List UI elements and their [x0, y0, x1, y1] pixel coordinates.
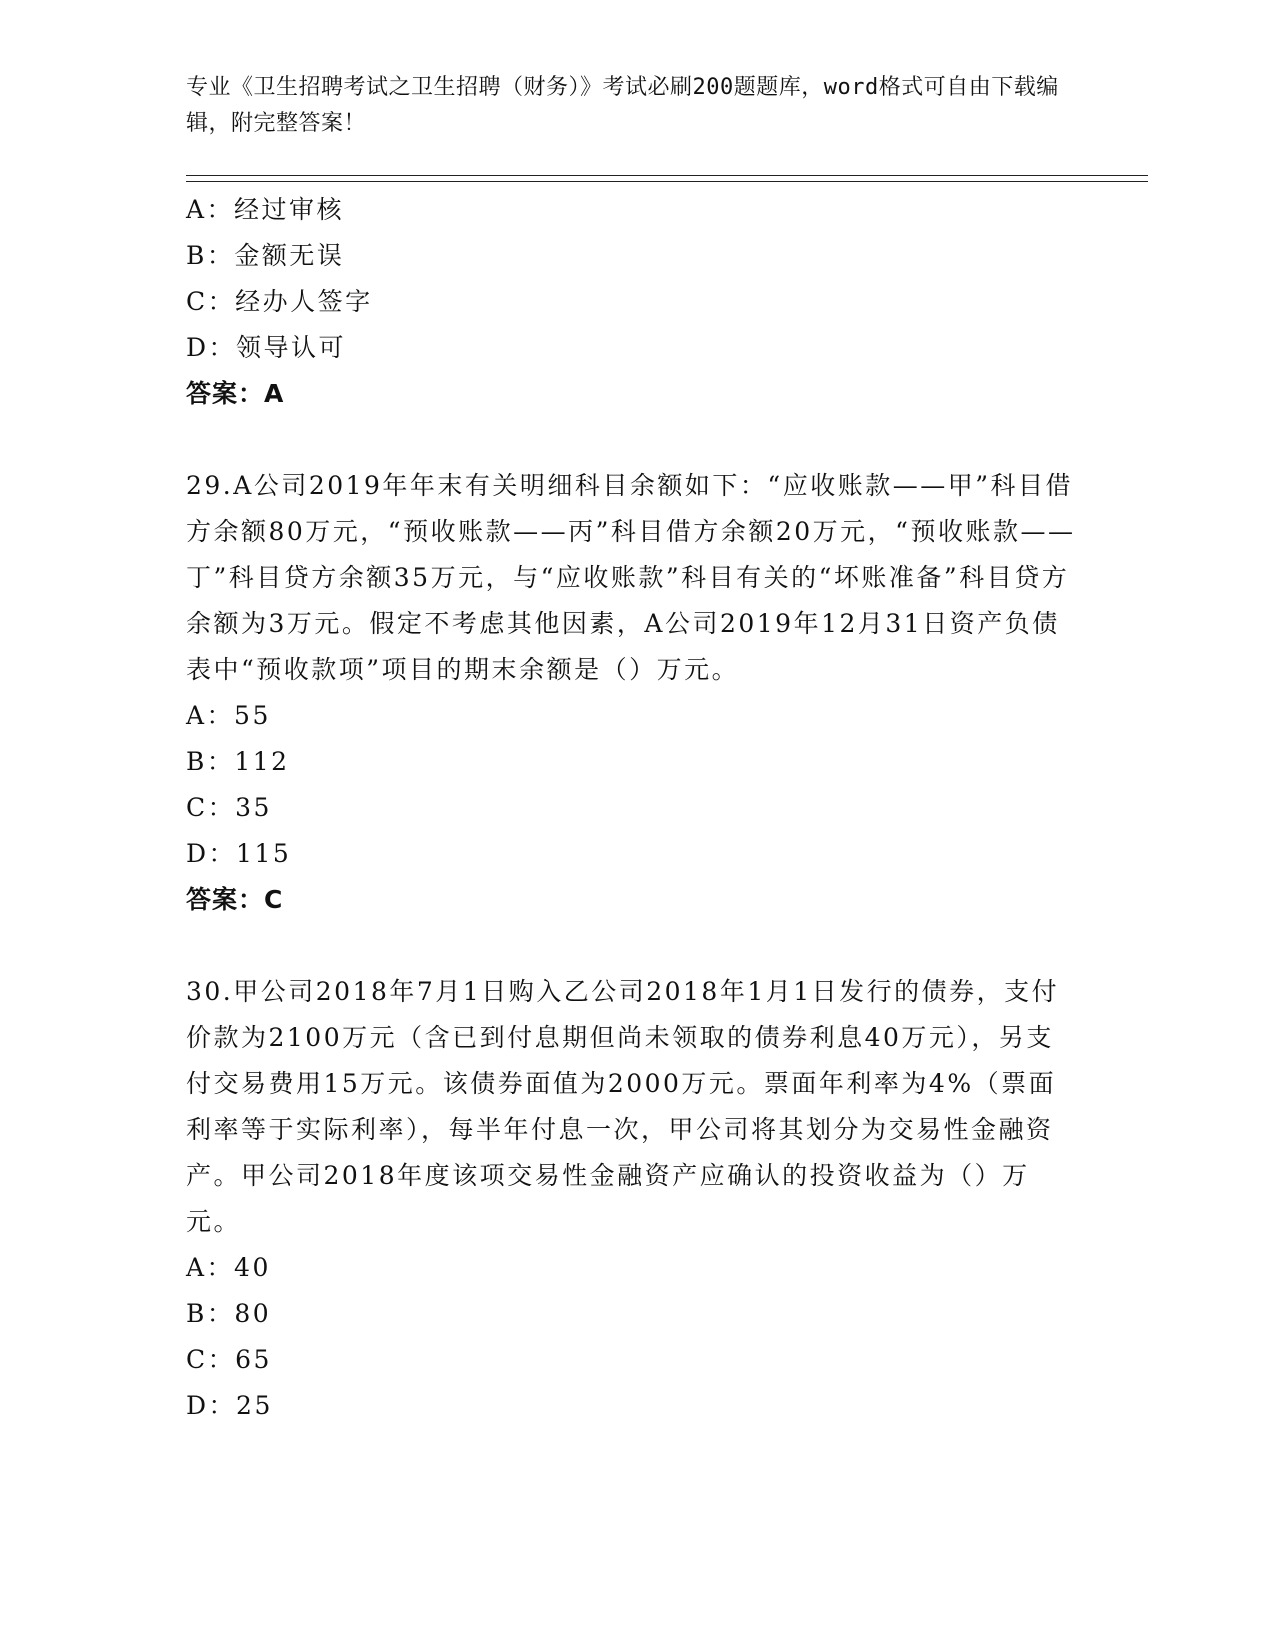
- option-a: A：经过审核: [186, 195, 345, 224]
- question-29-answer: 答案：C: [186, 885, 284, 914]
- document-body: [186, 187, 1086, 1429]
- option-b: B：金额无误: [186, 241, 345, 270]
- question-28-options: [186, 187, 1086, 371]
- option-c: C：经办人签字: [186, 287, 373, 316]
- section-gap: [186, 923, 1086, 969]
- option-c: C：35: [186, 793, 272, 822]
- document-header: 专业《卫生招聘考试之卫生招聘（财务）》考试必刷200题题库，word格式可自由下载编辑，附完整答案！: [186, 75, 1059, 136]
- option-c: C：65: [186, 1345, 272, 1374]
- option-a: A：40: [186, 1253, 271, 1282]
- option-d: D：领导认可: [186, 333, 347, 362]
- option-b: B：80: [186, 1299, 272, 1328]
- option-d: D：115: [186, 839, 292, 868]
- question-29-stem: 29.A公司2019年年末有关明细科目余额如下：“应收账款——甲”科目借方余额80万元，“预收账款——丙”科目借方余额20万元，“预收账款——丁”科目贷方余额35万元，与“应收账款”科目有关的“坏账准备”科目贷方余额为3万元。假定不考虑其他因素，A公司2019年12月31日资产负债表中“预收款项”项目的期末余额是（）万元。: [186, 471, 1076, 684]
- header-rule-bottom: [186, 181, 1148, 182]
- question-30-stem: 30.甲公司2018年7月1日购入乙公司2018年1月1日发行的债券，支付价款为2100万元（含已到付息期但尚未领取的债券利息40万元），另支付交易费用15万元。该债券面值为2000万元。票面年利率为4%（票面利率等于实际利率），每半年付息一次，甲公司将其划分为交易性金融资产。甲公司2018年度该项交易性金融资产应确认的投资收益为（）万元。: [186, 977, 1060, 1236]
- option-b: B：112: [186, 747, 290, 776]
- option-d: D：25: [186, 1391, 273, 1420]
- question-28-answer: 答案：A: [186, 379, 285, 408]
- option-a: A：55: [186, 701, 271, 730]
- question-29-options: [186, 693, 1086, 877]
- question-30-options: [186, 1245, 1086, 1429]
- header-rule-top: [186, 175, 1148, 176]
- section-gap: [186, 417, 1086, 463]
